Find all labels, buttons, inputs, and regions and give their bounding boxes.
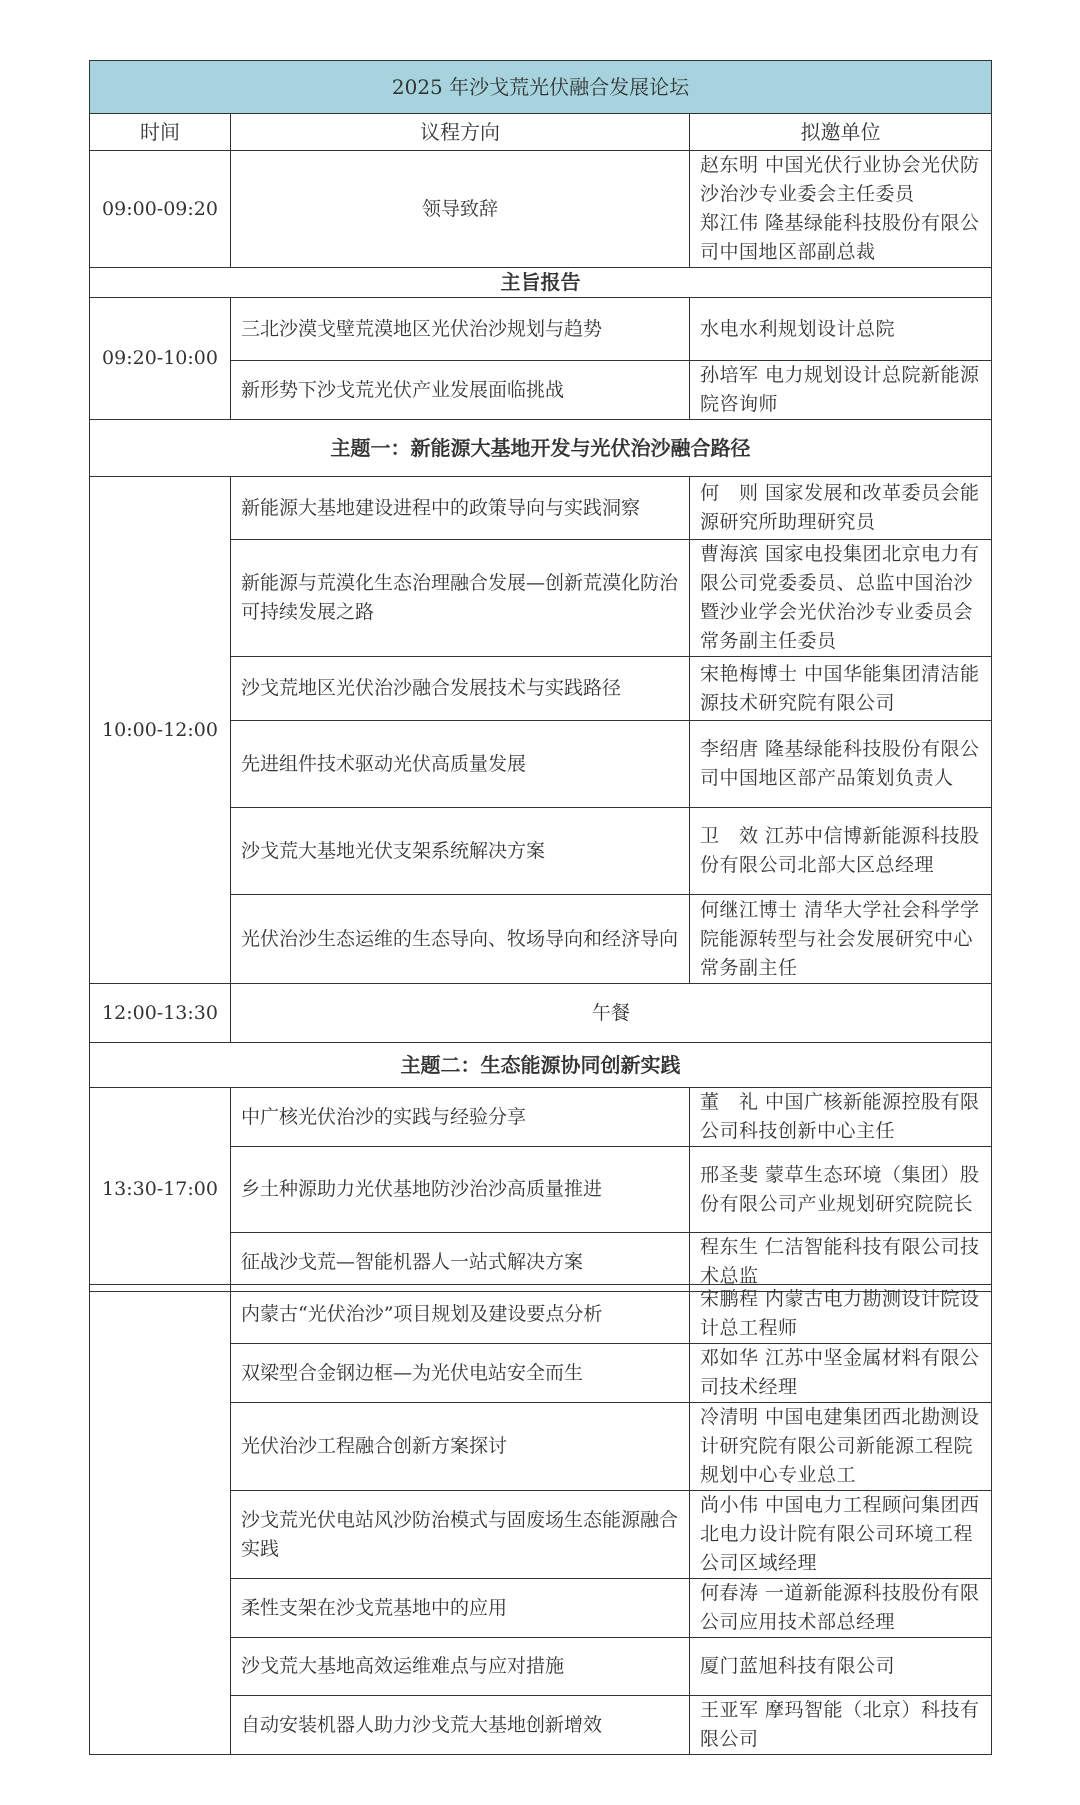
topic-cell: 新形势下沙戈荒光伏产业发展面临挑战 [231,361,690,420]
time-cell: 09:00-09:20 [90,151,231,268]
table-row [90,477,992,540]
topic-cell: 沙戈荒地区光伏治沙融合发展技术与实践路径 [231,657,690,721]
unit-cell: 卫 效 江苏中信博新能源科技股份有限公司北部大区总经理 [690,808,992,895]
unit-cell: 李绍唐 隆基绿能科技股份有限公司中国地区部产品策划负责人 [690,721,992,808]
section-heading: 主题一：新能源大基地开发与光伏治沙融合路径 [90,420,992,477]
time-cell-empty [90,1285,231,1755]
lunch-cell: 午餐 [231,984,992,1043]
topic-cell: 中广核光伏治沙的实践与经验分享 [231,1088,690,1147]
unit-cell: 水电水利规划设计总院 [690,298,992,361]
header-topic: 议程方向 [231,114,690,151]
table-row [90,1088,992,1147]
topic-cell: 双梁型合金钢边框—为光伏电站安全而生 [231,1344,690,1403]
table-row [90,151,992,268]
table-row [90,298,992,361]
topic-cell: 光伏治沙生态运维的生态导向、牧场导向和经济导向 [231,895,690,984]
unit-cell: 王亚军 摩玛智能（北京）科技有限公司 [690,1696,992,1755]
unit-cell: 何继江博士 清华大学社会科学学院能源转型与社会发展研究中心常务副主任 [690,895,992,984]
unit-line: 赵东明 中国光伏行业协会光伏防沙治沙专业委会主任委员 [700,154,980,205]
section-row [90,420,992,477]
agenda-table-continued [89,1284,992,1755]
topic-cell: 自动安装机器人助力沙戈荒大基地创新增效 [231,1696,690,1755]
unit-cell: 厦门蓝旭科技有限公司 [690,1638,992,1696]
topic-cell: 三北沙漠戈壁荒漠地区光伏治沙规划与趋势 [231,298,690,361]
unit-cell: 邓如华 江苏中坚金属材料有限公司技术经理 [690,1344,992,1403]
unit-cell: 何 则 国家发展和改革委员会能源研究所助理研究员 [690,477,992,540]
unit-cell [690,151,992,268]
unit-cell: 董 礼 中国广核新能源控股有限公司科技创新中心主任 [690,1088,992,1147]
topic-cell: 新能源与荒漠化生态治理融合发展—创新荒漠化防治可持续发展之路 [231,540,690,657]
unit-cell: 冷清明 中国电建集团西北勘测设计研究院有限公司新能源工程院规划中心专业总工 [690,1403,992,1491]
unit-cell: 程东生 仁洁智能科技有限公司技术总监 [690,1233,992,1292]
unit-cell: 邢圣斐 蒙草生态环境（集团）股份有限公司产业规划研究院院长 [690,1147,992,1233]
time-cell: 10:00-12:00 [90,477,231,984]
agenda-table [89,60,992,1292]
unit-cell: 宋鹏程 内蒙古电力勘测设计院设计总工程师 [690,1285,992,1344]
time-cell: 13:30-17:00 [90,1088,231,1292]
header-time: 时间 [90,114,231,151]
table-row [90,984,992,1043]
topic-cell: 沙戈荒大基地光伏支架系统解决方案 [231,808,690,895]
unit-line: 郑江伟 隆基绿能科技股份有限公司中国地区部副总裁 [700,212,980,263]
topic-cell: 新能源大基地建设进程中的政策导向与实践洞察 [231,477,690,540]
unit-cell: 何春涛 一道新能源科技股份有限公司应用技术部总经理 [690,1579,992,1638]
unit-cell: 宋艳梅博士 中国华能集团清洁能源技术研究院有限公司 [690,657,992,721]
unit-cell: 尚小伟 中国电力工程顾问集团西北电力设计院有限公司环境工程公司区域经理 [690,1491,992,1579]
time-cell: 09:20-10:00 [90,298,231,420]
topic-cell: 内蒙古“光伏治沙”项目规划及建设要点分析 [231,1285,690,1344]
topic-cell: 沙戈荒光伏电站风沙防治模式与固废场生态能源融合实践 [231,1491,690,1579]
topic-cell: 光伏治沙工程融合创新方案探讨 [231,1403,690,1491]
forum-title: 2025 年沙戈荒光伏融合发展论坛 [90,61,992,114]
topic-cell: 沙戈荒大基地高效运维难点与应对措施 [231,1638,690,1696]
section-row [90,1043,992,1088]
time-cell: 12:00-13:30 [90,984,231,1043]
topic-cell: 先进组件技术驱动光伏高质量发展 [231,721,690,808]
section-row [90,268,992,298]
unit-cell: 曹海滨 国家电投集团北京电力有限公司党委委员、总监中国治沙暨沙业学会光伏治沙专业委员会常务副主任委员 [690,540,992,657]
topic-cell: 征战沙戈荒—智能机器人一站式解决方案 [231,1233,690,1292]
unit-cell: 孙培军 电力规划设计总院新能源院咨询师 [690,361,992,420]
title-row [90,61,992,114]
topic-cell: 乡土种源助力光伏基地防沙治沙高质量推进 [231,1147,690,1233]
table-row [90,1285,992,1344]
section-heading: 主旨报告 [90,268,992,298]
topic-cell: 柔性支架在沙戈荒基地中的应用 [231,1579,690,1638]
section-heading: 主题二：生态能源协同创新实践 [90,1043,992,1088]
header-row [90,114,992,151]
header-unit: 拟邀单位 [690,114,992,151]
topic-cell: 领导致辞 [231,151,690,268]
